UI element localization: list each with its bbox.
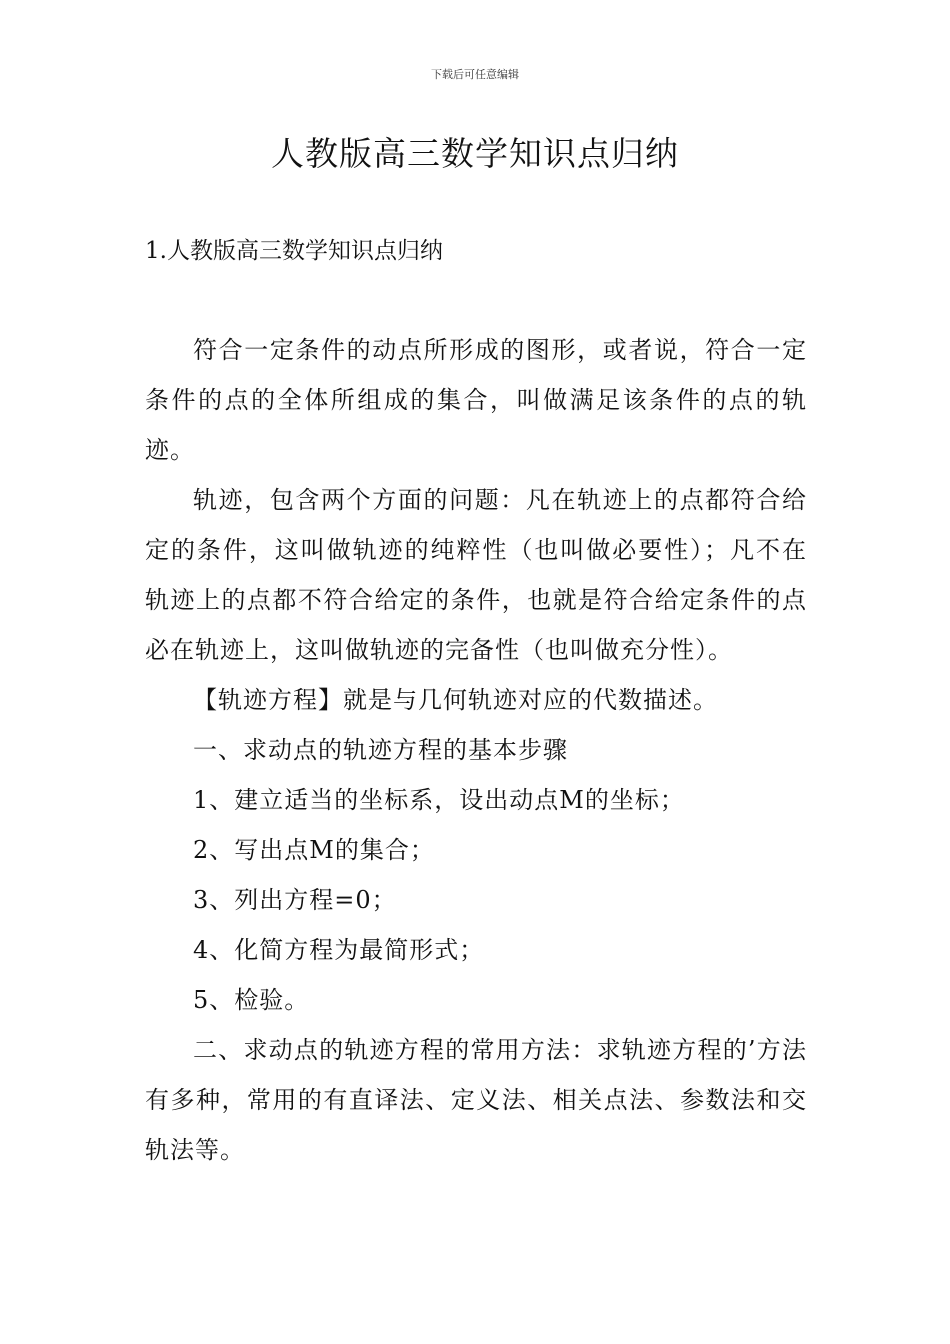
document-title: 人教版高三数学知识点归纳	[271, 134, 679, 173]
document-body	[145, 325, 807, 1175]
paragraph-step-5: 5、检验。	[193, 986, 310, 1014]
paragraph-step-4: 4、化简方程为最简形式；	[193, 936, 485, 964]
paragraph-steps-heading: 一、求动点的轨迹方程的基本步骤	[193, 736, 568, 764]
paragraph-step-1: 1、建立适当的坐标系，设出动点M的坐标；	[193, 786, 685, 814]
paragraph-locus-definition: 符合一定条件的动点所形成的图形，或者说，符合一定条件的点的全体所组成的集合，叫做满足该条件的点的轨迹。	[145, 336, 807, 464]
paragraph-locus-properties: 轨迹，包含两个方面的问题：凡在轨迹上的点都符合给定的条件，这叫做轨迹的纯粹性（也叫做必要性）；凡不在轨迹上的点都不符合给定的条件，也就是符合给定条件的点必在轨迹上，这叫做轨迹的完备性（也叫做充分性）。	[145, 486, 807, 664]
paragraph-step-2: 2、写出点M的集合；	[193, 836, 435, 864]
paragraph-methods: 二、求动点的轨迹方程的常用方法：求轨迹方程的’方法有多种，常用的有直译法、定义法、相关点法、参数法和交轨法等。	[145, 1036, 807, 1164]
section-heading: 1.人教版高三数学知识点归纳	[145, 238, 443, 264]
header-note: 下载后可任意编辑	[431, 68, 519, 81]
paragraph-locus-equation: 【轨迹方程】就是与几何轨迹对应的代数描述。	[193, 686, 718, 714]
paragraph-step-3: 3、列出方程=0；	[193, 886, 397, 914]
